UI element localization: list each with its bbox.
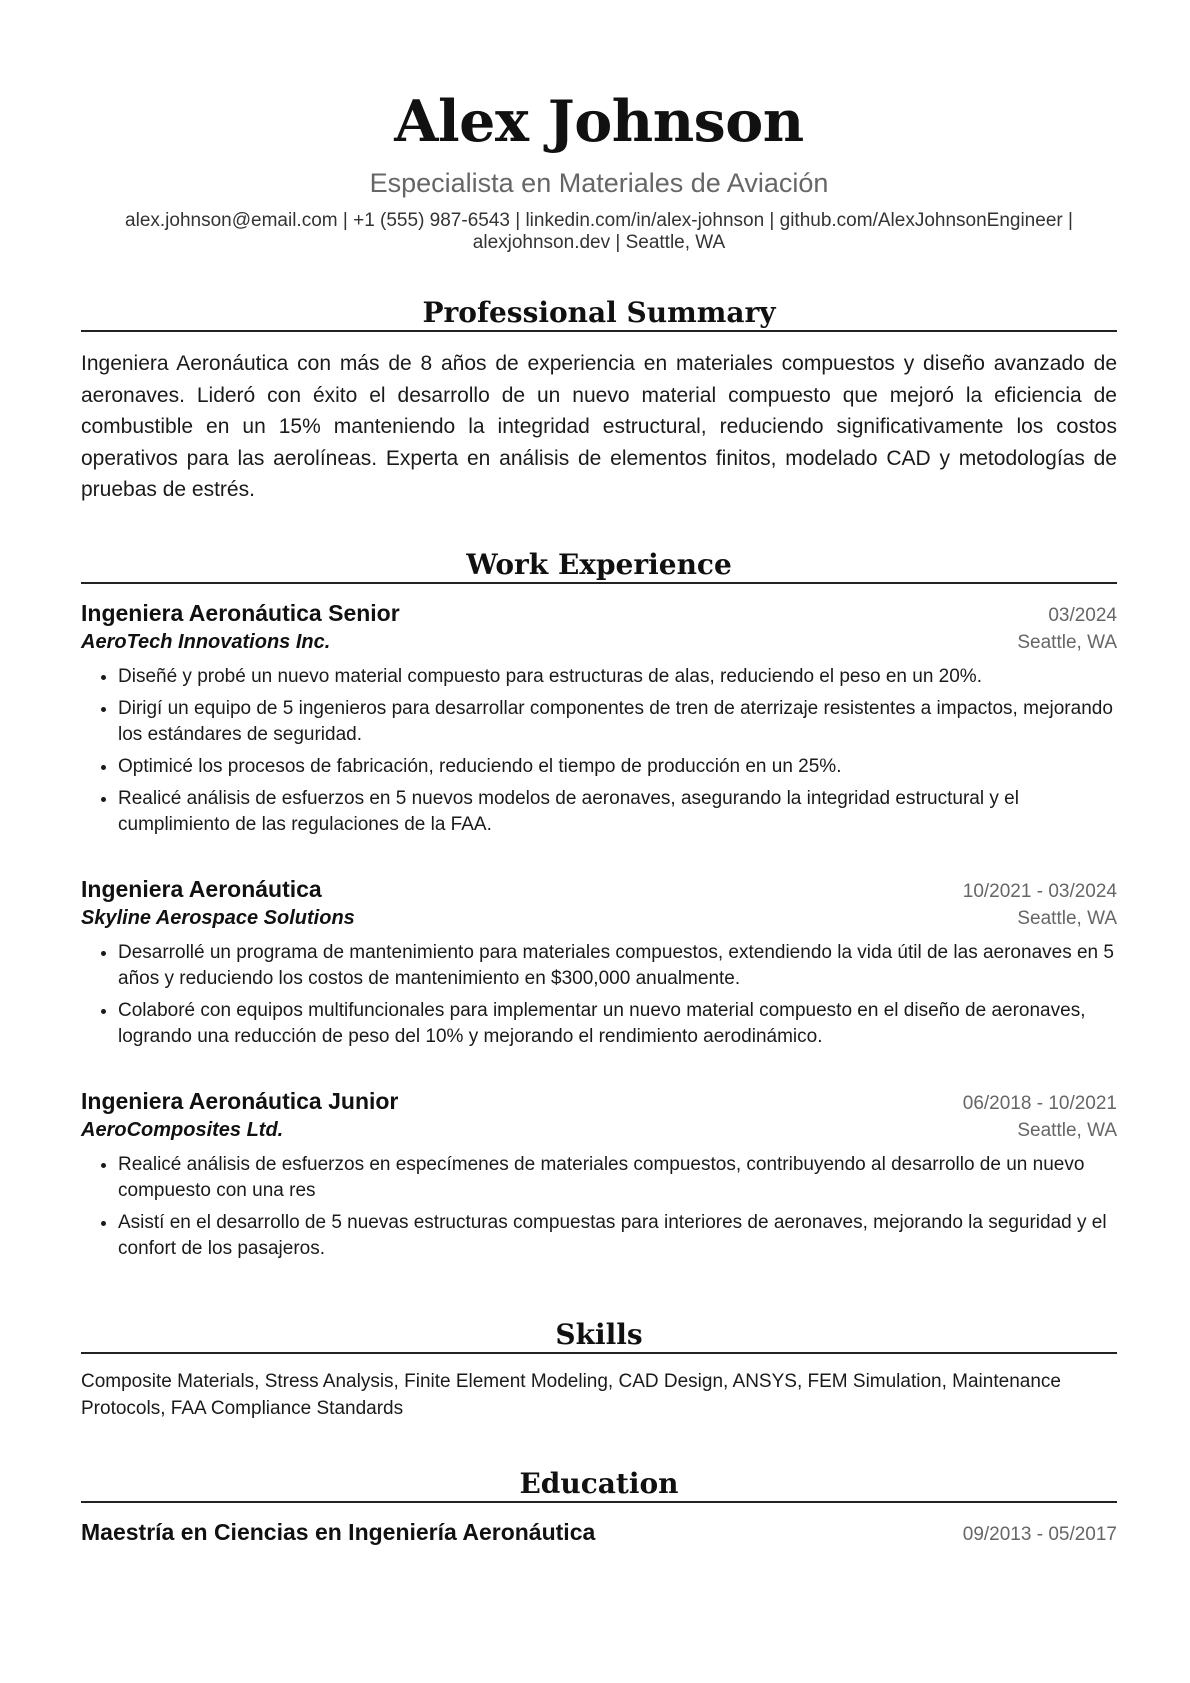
job-bullet: • Realicé análisis de esfuerzos en especímenes de materiales compuestos, contribuyendo al desarrollo de un nuevo compuesto con una res	[118, 1152, 1117, 1204]
education-entry	[81, 1517, 1117, 1547]
job-role: Ingeniera Aeronáutica Junior	[81, 1087, 399, 1114]
candidate-title: Especialista en Materiales de Aviación	[369, 168, 829, 198]
job-bullet: • Dirigí un equipo de 5 ingenieros para desarrollar componentes de tren de aterrizaje resistentes a impactos, mejorando los estándares de seguridad.	[118, 696, 1117, 748]
summary-divider	[81, 330, 1117, 332]
job-location: Seattle, WA	[1017, 631, 1117, 653]
job-bullets	[81, 940, 1117, 1050]
candidate-name: Alex Johnson	[394, 88, 804, 155]
summary-heading: Professional Summary	[422, 296, 776, 329]
job-role: Ingeniera Aeronáutica	[81, 875, 322, 902]
job-location: Seattle, WA	[1017, 907, 1117, 929]
job-subheader	[81, 628, 1117, 656]
job-bullet: • Asistí en el desarrollo de 5 nuevas estructuras compuestas para interiores de aeronaves, mejorando la seguridad y el confort de los pasajeros.	[118, 1210, 1117, 1262]
job-bullets	[81, 1152, 1117, 1262]
job-location: Seattle, WA	[1017, 1119, 1117, 1141]
job-role: Ingeniera Aeronáutica Senior	[81, 599, 400, 626]
skills-text: Composite Materials, Stress Analysis, Finite Element Modeling, CAD Design, ANSYS, FEM Simulation, Maintenance Protocols, FAA Compliance Standards	[81, 1370, 1061, 1419]
resume-page	[81, 0, 1117, 1547]
job-bullet: • Desarrollé un programa de mantenimiento para materiales compuestos, extendiendo la vida útil de las aeronaves en 5 años y reduciendo los costos de mantenimiento en $300,000 anualmente.	[118, 940, 1117, 992]
job-header	[81, 598, 1117, 628]
job-bullet: • Realicé análisis de esfuerzos en 5 nuevos modelos de aeronaves, asegurando la integridad estructural y el cumplimiento de las regulaciones de la FAA.	[118, 786, 1117, 838]
contact-line: alex.johnson@email.com | +1 (555) 987-6543 | linkedin.com/in/alex-johnson | github.com/AlexJohnsonEngineer | alexjohnson.dev | Seattle, WA	[125, 210, 1073, 253]
job-entry	[81, 1086, 1117, 1262]
job-date: 06/2018 - 10/2021	[962, 1092, 1117, 1114]
job-bullets	[81, 664, 1117, 838]
job-company: AeroComposites Ltd.	[81, 1118, 284, 1141]
education-divider	[81, 1501, 1117, 1503]
job-bullet: • Colaboré con equipos multifuncionales para implementar un nuevo material compuesto en el diseño de aeronaves, logrando una reducción de peso del 10% y mejorando el rendimiento aerodinámico.	[118, 998, 1117, 1050]
job-header	[81, 1086, 1117, 1116]
job-company: Skyline Aerospace Solutions	[81, 906, 355, 929]
job-entry	[81, 874, 1117, 1050]
education-date: 09/2013 - 05/2017	[962, 1523, 1117, 1545]
job-date: 10/2021 - 03/2024	[962, 880, 1117, 902]
job-header	[81, 874, 1117, 904]
job-bullet: • Optimicé los procesos de fabricación, reduciendo el tiempo de producción en un 25%.	[118, 754, 1117, 780]
education-heading: Education	[519, 1466, 679, 1500]
job-entry	[81, 598, 1117, 838]
job-subheader	[81, 904, 1117, 932]
job-company: AeroTech Innovations Inc.	[81, 630, 331, 653]
work-divider	[81, 582, 1117, 584]
education-degree: Maestría en Ciencias en Ingeniería Aeronáutica	[81, 1518, 596, 1545]
skills-heading: Skills	[555, 1317, 643, 1351]
job-bullet: • Diseñé y probé un nuevo material compuesto para estructuras de alas, reduciendo el peso en un 20%.	[118, 664, 1117, 690]
skills-divider	[81, 1352, 1117, 1354]
job-date: 03/2024	[1048, 604, 1117, 626]
work-heading: Work Experience	[466, 547, 732, 581]
job-subheader	[81, 1116, 1117, 1144]
summary-text: Ingeniera Aeronáutica con más de 8 años de experiencia en materiales compuestos y diseño avanzado de aeronaves. Lideró con éxito el desarrollo de un nuevo material compuesto que mejoró la eficiencia de combustible en un 15% manteniendo la integridad estructural, reduciendo significativamente los costos operativos para las aerolíneas. Experta en análisis de elementos finitos, modelado CAD y metodologías de pruebas de estrés.	[81, 352, 1117, 501]
